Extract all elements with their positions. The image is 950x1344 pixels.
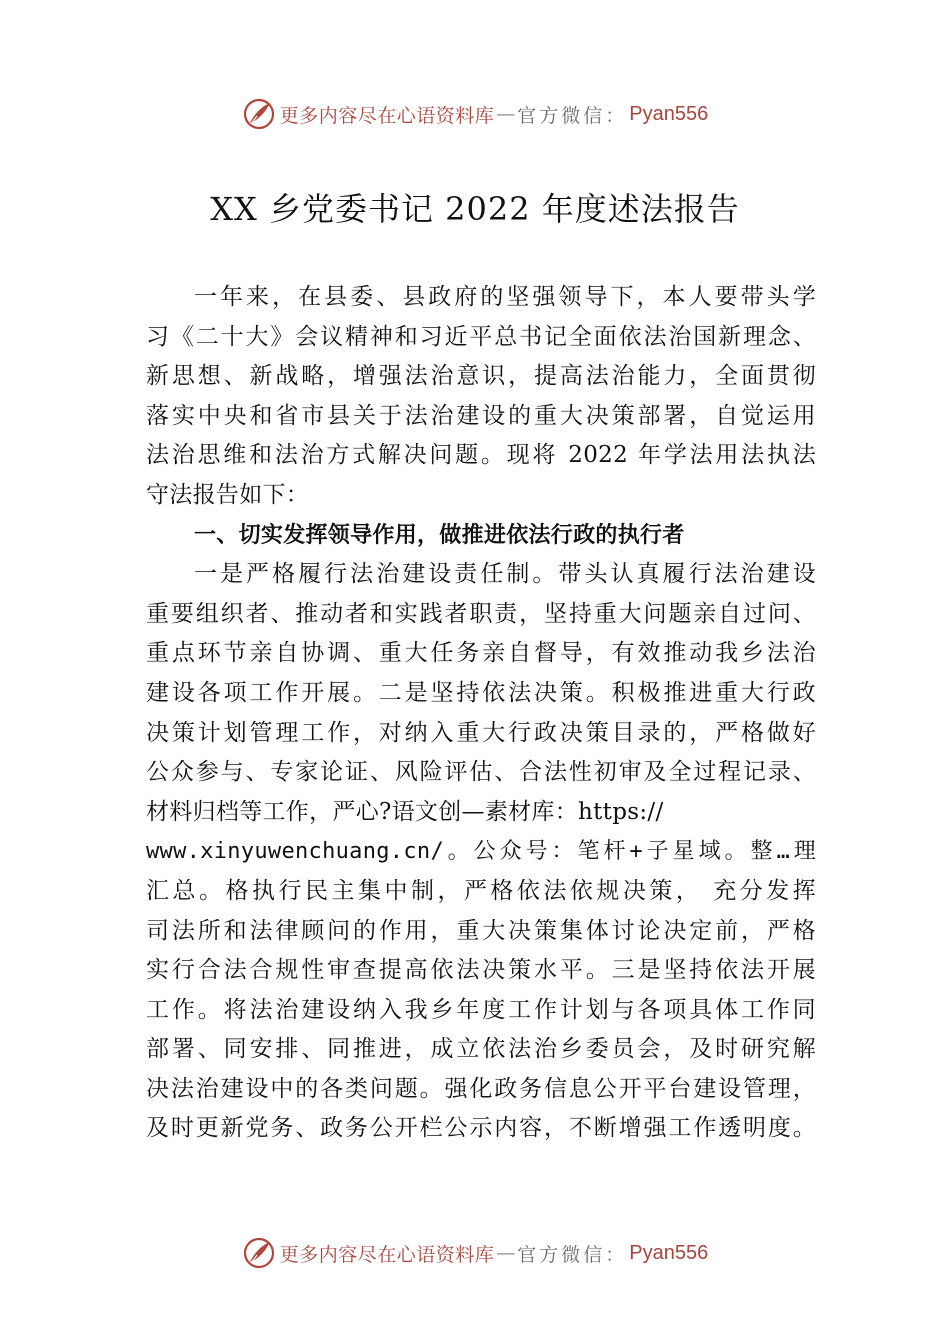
section1-line-12: 工作。将法治建设纳入我乡年度工作计划与各项具体工作同 (146, 996, 816, 1023)
intro-line-2: 习《二十大》会议精神和习近平总书记全面依法治国新理念、 (146, 323, 816, 350)
banner-text: 更多内容尽在心语资料库 (279, 104, 495, 127)
section1-line-9: 汇总。格执行民主集中制，严格依法依规决策， 充分发挥 (146, 877, 816, 904)
document-body (146, 278, 816, 1149)
section1-line-10: 司法所和法律顾问的作用，重大决策集体讨论决定前，严格 (146, 917, 816, 944)
quill-pen-icon (242, 97, 276, 131)
banner-dash: — (496, 1242, 516, 1264)
intro-line-6: 守法报告如下： (146, 481, 310, 508)
header-watermark-banner (0, 94, 950, 134)
section1-line-15: 及时更新党务、政务公开栏公示内容，不断增强工作透明度。 (146, 1115, 816, 1142)
intro-line-3: 新思想、新战略，增强法治意识，提高法治能力，全面贯彻 (146, 363, 816, 390)
banner-wechat-id: Pyan556 (629, 102, 709, 125)
section1-line-2: 重要组织者、推动者和实践者职责，坚持重大问题亲自过问、 (146, 600, 816, 627)
banner-dash: — (496, 103, 516, 125)
document-title: XX 乡党委书记 2022 年度述法报告 (210, 190, 740, 228)
banner-wechat-label: 官方微信： (517, 104, 628, 127)
intro-line-1: 一年来，在县委、县政府的坚强领导下，本人要带头学 (194, 284, 816, 310)
banner-wechat-id: Pyan556 (629, 1241, 709, 1264)
intro-line-4: 落实中央和省市县关于法治建设的重大决策部署，自觉运用 (146, 402, 816, 429)
section1-line-6: 公众参与、专家论证、风险评估、合法性初审及全过程记录、 (146, 759, 816, 786)
section1-line-13: 部署、同安排、同推进，成立依法治乡委员会，及时研究解 (146, 1036, 816, 1063)
section1-line-8: www.xinyuwenchuang.cn/。公众号：笔杆+子星域。整…理 (146, 839, 816, 865)
banner-text: 更多内容尽在心语资料库 (279, 1243, 495, 1266)
section1-line-11: 实行合法合规性审查提高依法决策水平。三是坚持依法开展 (146, 957, 816, 984)
section-heading-1: 一、切实发挥领导作用，做推进依法行政的执行者 (194, 522, 685, 548)
footer-watermark-banner (0, 1233, 950, 1273)
intro-line-5: 法治思维和法治方式解决问题。现将 2022 年学法用法执法 (146, 442, 816, 469)
section1-line-14: 决法治建设中的各类问题。强化政务信息公开平台建设管理， (146, 1075, 816, 1102)
banner-wechat-label: 官方微信： (517, 1243, 628, 1266)
section1-line-5: 决策计划管理工作，对纳入重大行政决策目录的，严格做好 (146, 719, 816, 746)
section1-line-3: 重点环节亲自协调、重大任务亲自督导，有效推动我乡法治 (146, 640, 816, 667)
section1-line-4: 建设各项工作开展。二是坚持依法决策。积极推进重大行政 (146, 679, 816, 706)
section1-line-7: 材料归档等工作，严心?语文创—素材库：https:// (146, 798, 664, 825)
quill-pen-icon (242, 1236, 276, 1270)
section1-line-1: 一是严格履行法治建设责任制。带头认真履行法治建设 (194, 561, 816, 588)
